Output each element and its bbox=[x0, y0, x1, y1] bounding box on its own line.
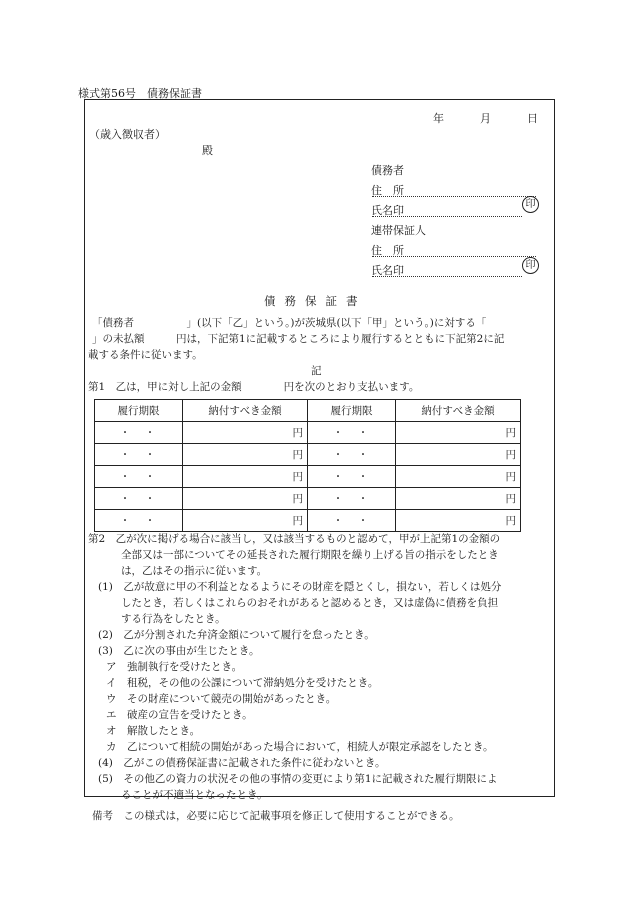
amount-cell: 円 bbox=[183, 510, 308, 532]
item-1-line-1: (1) 乙が故意に甲の不利益となるようにその財産を隠とくし，損ない，若しくは処分 bbox=[98, 581, 502, 593]
guarantor-address-line bbox=[372, 256, 536, 257]
item-1-line-3: する行為をしたとき。 bbox=[121, 613, 226, 625]
header-due-date-1: 履行期限 bbox=[95, 400, 183, 422]
item-4: (4) 乙がこの債務保証書に記載された条件に従わないとき。 bbox=[98, 757, 386, 769]
header-amount-1: 納付すべき金額 bbox=[183, 400, 308, 422]
recipient-honorific: 殿 bbox=[202, 144, 213, 157]
remark-note: 備考 この様式は，必要に応じて記載事項を修正して使用することができる。 bbox=[92, 810, 460, 822]
due-date-cell: ・ ・ bbox=[95, 510, 183, 532]
due-date-cell: ・ ・ bbox=[308, 444, 396, 466]
item-1-line-2: したとき，若しくはこれらのおそれがあると認めるとき，又は虚偽に債務を負担 bbox=[121, 597, 499, 609]
intro-line-3: 載する条件に従います。 bbox=[88, 349, 203, 361]
due-date-cell: ・ ・ bbox=[308, 466, 396, 488]
guarantor-address-label: 住 所 bbox=[371, 244, 404, 257]
date-month-label: 月 bbox=[480, 112, 491, 125]
guarantor-seal-icon: 印 bbox=[522, 257, 539, 274]
amount-cell: 円 bbox=[396, 510, 521, 532]
due-date-cell: ・ ・ bbox=[95, 444, 183, 466]
due-date-cell: ・ ・ bbox=[308, 510, 396, 532]
item-3-o: オ 解散したとき。 bbox=[106, 725, 201, 737]
item-3-i: イ 租税，その他の公課について滞納処分を受けたとき。 bbox=[106, 677, 379, 689]
table-row bbox=[95, 488, 521, 510]
amount-cell: 円 bbox=[183, 422, 308, 444]
header-amount-2: 納付すべき金額 bbox=[396, 400, 521, 422]
amount-cell: 円 bbox=[396, 466, 521, 488]
item-3-u: ウ その財産について競売の開始があったとき。 bbox=[106, 693, 337, 705]
debtor-address-line bbox=[372, 196, 536, 197]
table-header-row bbox=[95, 400, 521, 422]
ki-heading: 記 bbox=[311, 365, 322, 377]
amount-cell: 円 bbox=[396, 422, 521, 444]
item-3-e: エ 破産の宣告を受けたとき。 bbox=[106, 709, 253, 721]
table-row bbox=[95, 510, 521, 532]
item-5-line-2: ることが不適当となったとき。 bbox=[121, 789, 268, 801]
guarantor-name-line bbox=[372, 276, 522, 277]
item-3: (3) 乙に次の事由が生じたとき。 bbox=[98, 645, 260, 657]
guarantor-name-label: 氏名印 bbox=[371, 264, 404, 277]
amount-cell: 円 bbox=[183, 488, 308, 510]
item-5-line-1: (5) その他乙の資力の状況その他の事情の変更により第1に記載された履行期限によ bbox=[98, 773, 498, 785]
article-2-line-2: 全部又は一部についてその延長された履行期限を繰り上げる旨の指示をしたとき bbox=[121, 549, 499, 561]
debtor-heading: 債務者 bbox=[371, 164, 404, 177]
payment-schedule-table bbox=[94, 399, 521, 532]
intro-line-1: 「債務者 」(以下「乙」という。)が茨城県(以下「甲」という。)に対する「 bbox=[92, 317, 487, 329]
debtor-seal-icon: 印 bbox=[522, 196, 539, 213]
date-day-label: 日 bbox=[527, 112, 538, 125]
amount-cell: 円 bbox=[396, 444, 521, 466]
table-row bbox=[95, 466, 521, 488]
amount-cell: 円 bbox=[183, 444, 308, 466]
due-date-cell: ・ ・ bbox=[95, 422, 183, 444]
due-date-cell: ・ ・ bbox=[95, 488, 183, 510]
header-due-date-2: 履行期限 bbox=[308, 400, 396, 422]
guarantor-heading: 連帯保証人 bbox=[371, 224, 426, 237]
amount-cell: 円 bbox=[183, 466, 308, 488]
item-3-a: ア 強制執行を受けたとき。 bbox=[106, 661, 243, 673]
document-title: 債務保証書 bbox=[264, 294, 367, 308]
due-date-cell: ・ ・ bbox=[308, 422, 396, 444]
debtor-name-label: 氏名印 bbox=[371, 204, 404, 217]
item-3-ka: カ 乙について相続の開始があった場合において，相続人が限定承認をしたとき。 bbox=[106, 741, 494, 753]
table-row bbox=[95, 422, 521, 444]
amount-cell: 円 bbox=[396, 488, 521, 510]
intro-line-2: 」の未払額 円は，下記第1に記載するところにより履行するとともに下記第2に記 bbox=[92, 333, 505, 345]
due-date-cell: ・ ・ bbox=[308, 488, 396, 510]
recipient-title: （歳入徴収者） bbox=[89, 128, 166, 141]
item-2: (2) 乙が分割された弁済金額について履行を怠ったとき。 bbox=[98, 629, 375, 641]
article-1: 第1 乙は，甲に対し上記の金額 円を次のとおり支払います。 bbox=[88, 381, 420, 393]
table-row bbox=[95, 444, 521, 466]
article-2-line-3: は，乙はその指示に従います。 bbox=[121, 565, 268, 577]
debtor-address-label: 住 所 bbox=[371, 184, 404, 197]
date-year-label: 年 bbox=[433, 112, 444, 125]
debtor-name-line bbox=[372, 216, 522, 217]
article-2-line-1: 第2 乙が次に掲げる場合に該当し，又は該当するものと認めて，甲が上記第1の金額の bbox=[88, 533, 501, 545]
form-number-title: 様式第56号 債務保証書 bbox=[78, 87, 202, 100]
due-date-cell: ・ ・ bbox=[95, 466, 183, 488]
